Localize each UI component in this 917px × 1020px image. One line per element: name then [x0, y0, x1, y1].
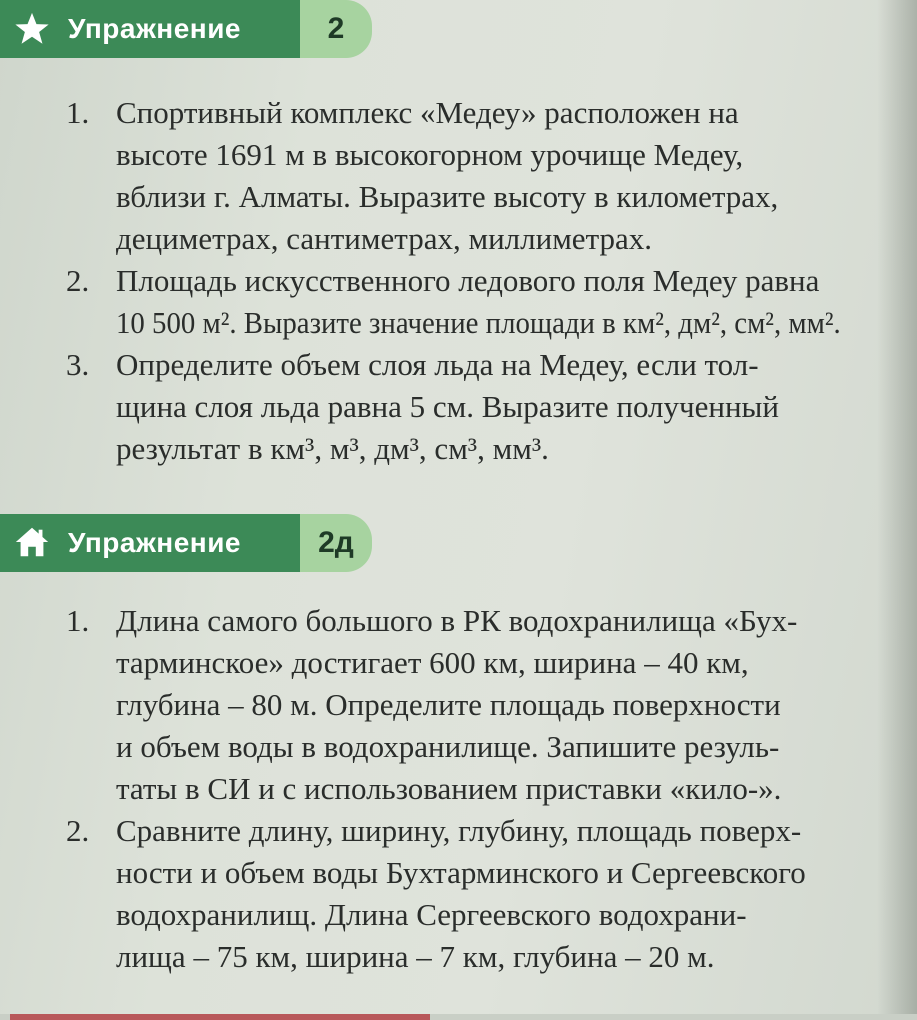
text-line: тарминское» достигает 600 км, ширина – 40 км, — [116, 645, 749, 680]
list-item — [66, 810, 848, 978]
exercise-task-list — [66, 600, 848, 978]
text-line: Длина самого большого в РК водохранилища «Бух- — [116, 603, 798, 638]
list-item — [66, 92, 848, 260]
item-number: 2. — [66, 263, 90, 298]
item-number: 2. — [66, 813, 90, 848]
text-line: глубина – 80 м. Определите площадь поверхности — [116, 687, 781, 722]
text-line: Сравните длину, ширину, глубину, площадь поверх- — [116, 813, 802, 848]
text-line: и объем воды в водохранилище. Запишите резуль- — [116, 729, 780, 764]
exercise-title-tab — [0, 0, 300, 58]
list-item — [66, 600, 848, 810]
item-number: 1. — [66, 95, 90, 130]
text-line: щина слоя льда равна 5 см. Выразите полученный — [116, 389, 779, 424]
text-line: результат в км³, м³, дм³, см³, мм³. — [116, 431, 549, 466]
star-icon — [10, 7, 54, 51]
text-line: ности и объем воды Бухтарминского и Сергеевского — [116, 855, 806, 890]
text-line: дециметрах, сантиметрах, миллиметрах. — [116, 221, 653, 256]
item-number: 3. — [66, 347, 90, 382]
next-header-edge — [10, 1014, 430, 1020]
home-icon — [10, 521, 54, 565]
list-item — [66, 344, 848, 470]
text-line: лища – 75 км, ширина – 7 км, глубина – 20 м. — [116, 939, 715, 974]
exercise-label: Упражнение — [68, 13, 241, 44]
exercise-header — [0, 514, 372, 572]
text-line: водохранилищ. Длина Сергеевского водохрани- — [116, 897, 747, 932]
text-line: Площадь искусственного ледового поля Медеу равна — [116, 263, 820, 298]
exercise-task-list — [66, 92, 848, 470]
text-line: вблизи г. Алматы. Выразите высоту в километрах, — [116, 179, 779, 214]
text-line: высоте 1691 м в высокогорном урочище Медеу, — [116, 137, 744, 172]
exercise-title-tab — [0, 514, 300, 572]
exercise-number: 2 — [300, 0, 372, 58]
exercise-number: 2д — [300, 514, 372, 572]
text-line: Определите объем слоя льда на Медеу, если тол- — [116, 347, 759, 382]
page-bottom-edge — [0, 1014, 917, 1020]
text-line: таты в СИ и с использованием приставки «кило-». — [116, 771, 782, 806]
exercise-header — [0, 0, 372, 58]
exercise-label: Упражнение — [68, 527, 241, 558]
text-line: Спортивный комплекс «Медеу» расположен на — [116, 95, 739, 130]
list-item — [66, 260, 848, 344]
text-line: 10 500 м². Выразите значение площади в км², дм², см², мм². — [116, 305, 841, 340]
item-number: 1. — [66, 603, 90, 638]
page-gutter-shadow — [877, 0, 917, 1020]
